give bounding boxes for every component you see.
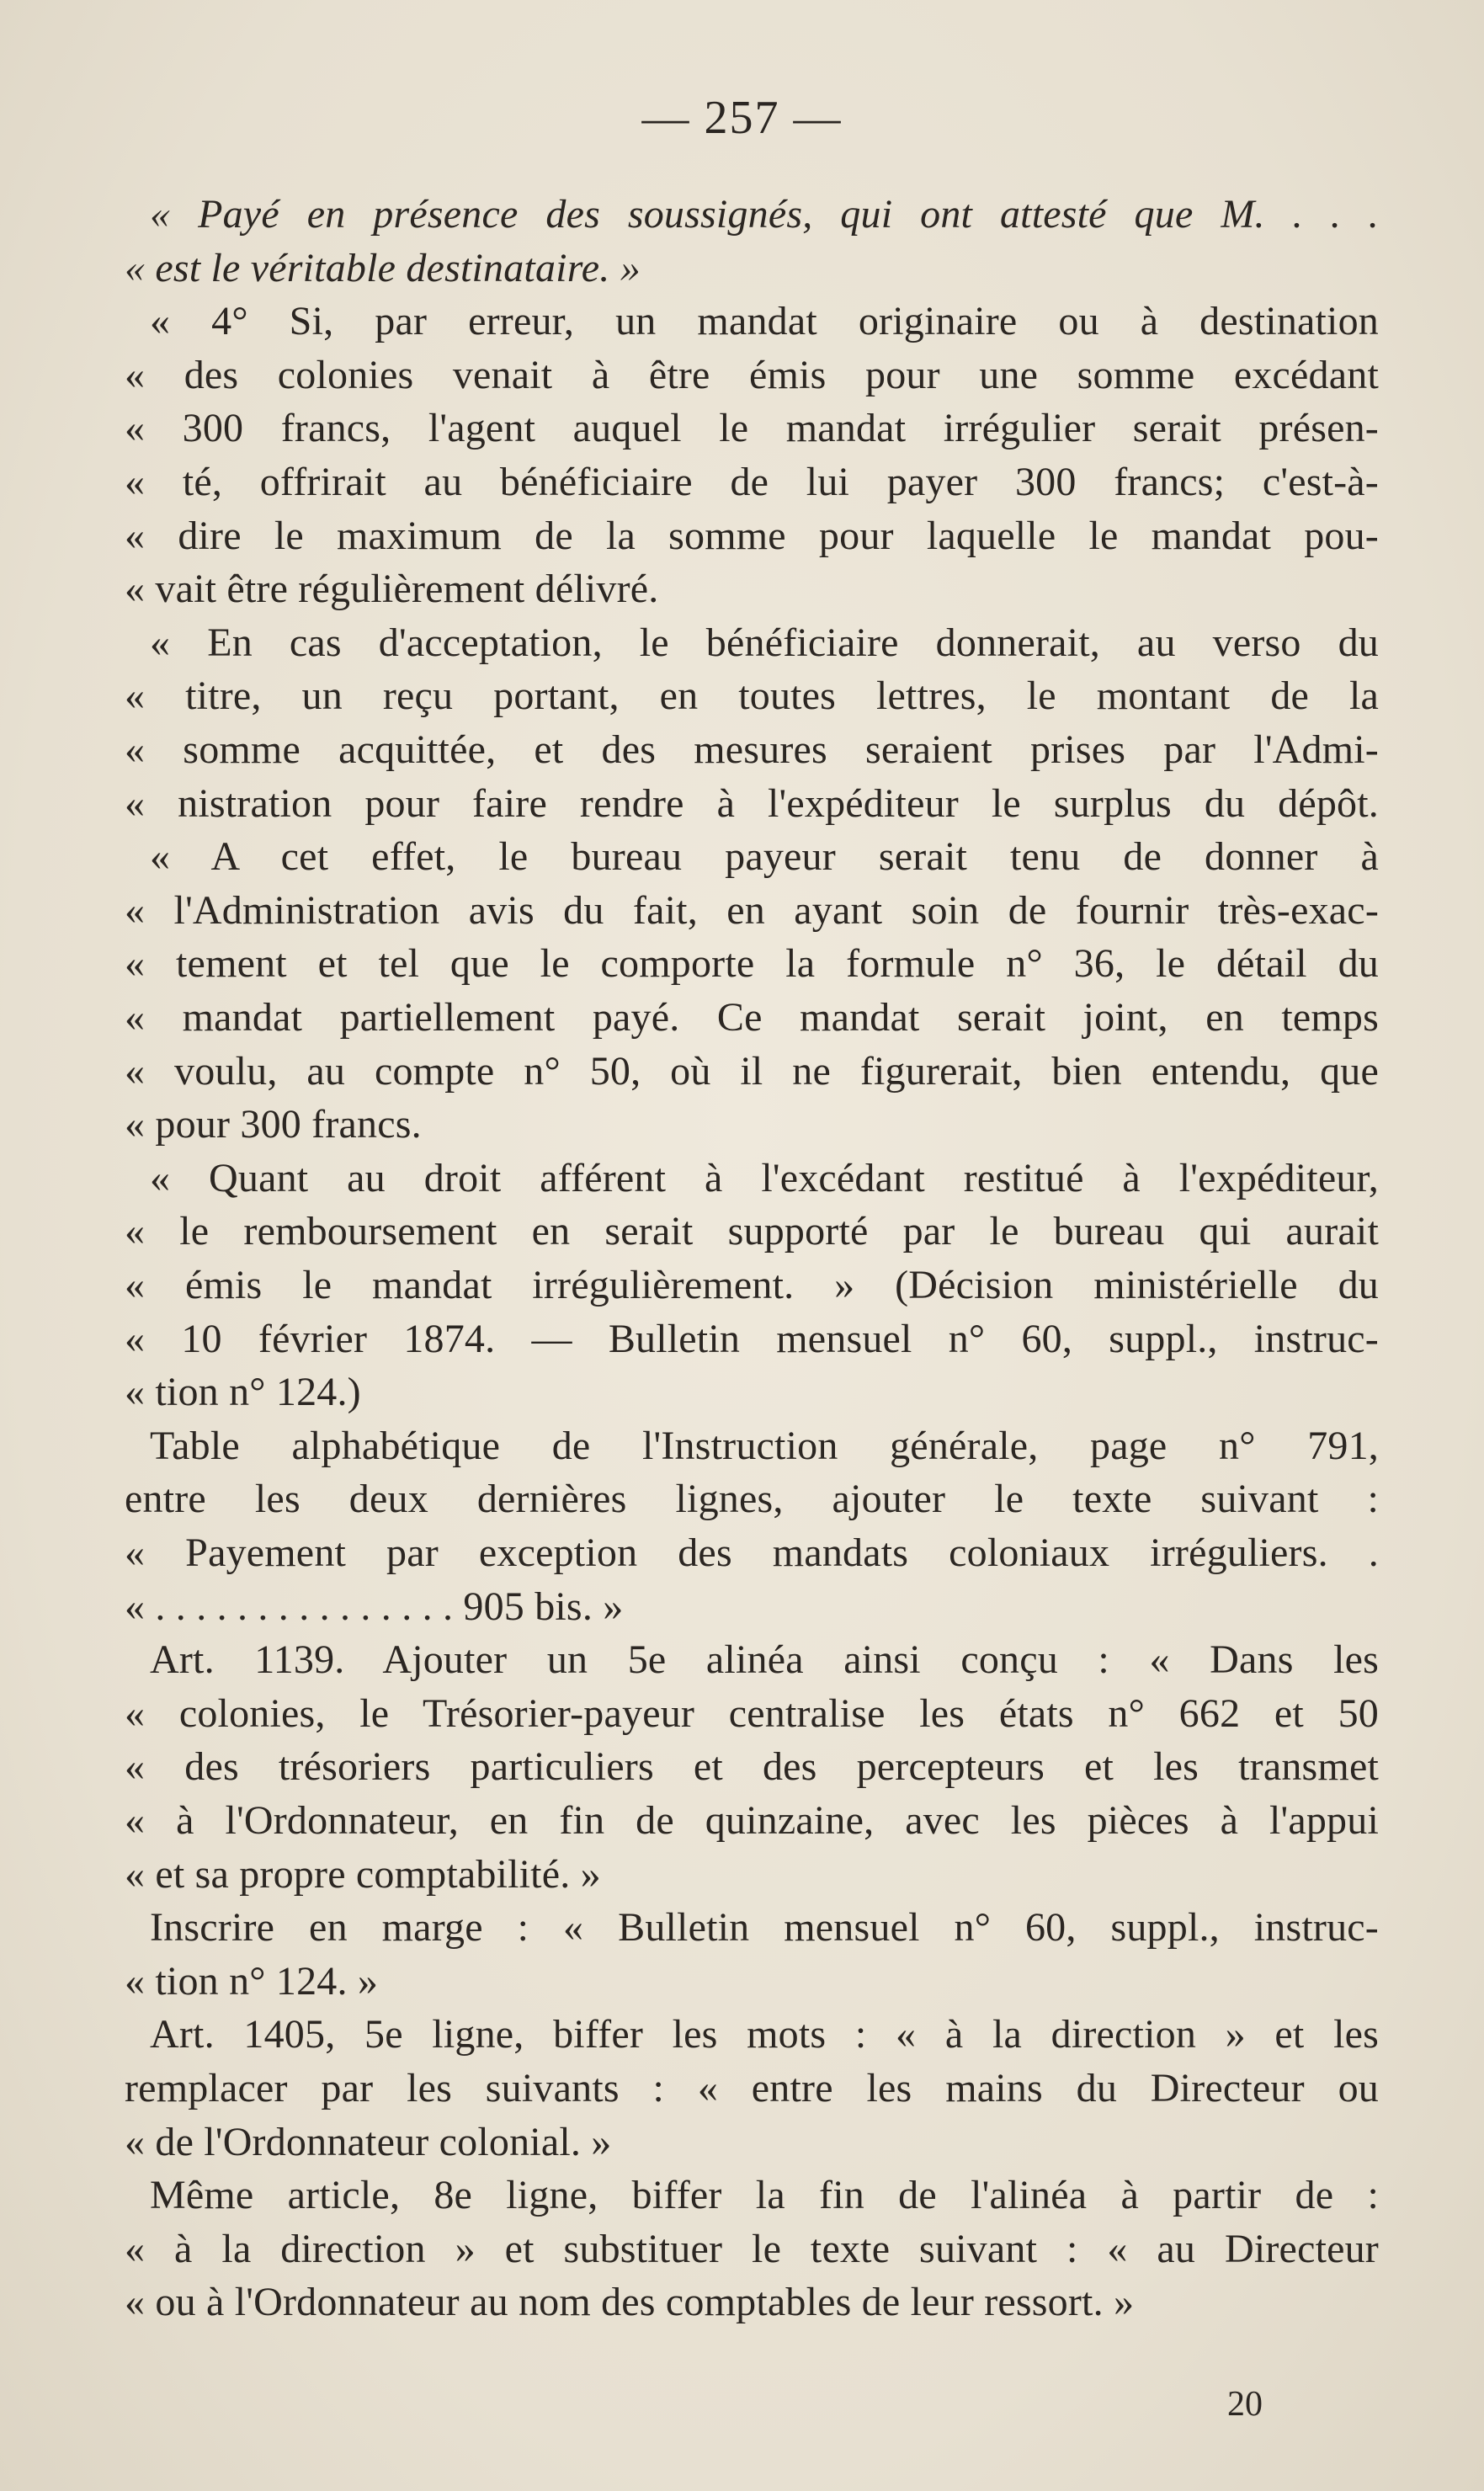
text-line: Art. 1405, 5e ligne, biffer les mots : « à la direction » et les <box>150 2012 1379 2057</box>
text-line: « à l'Ordonnateur, en fin de quinzaine, avec les pièces à l'appui <box>125 1798 1379 1843</box>
text-line: « colonies, le Trésorier-payeur centralise les états n° 662 et 50 <box>125 1691 1379 1736</box>
text-line: « et sa propre comptabilité. » <box>125 1852 601 1897</box>
signature-mark: 20 <box>1227 2385 1263 2424</box>
text-line: « En cas d'acceptation, le bénéficiaire donnerait, au verso du <box>150 620 1379 665</box>
text-line: « 10 février 1874. — Bulletin mensuel n° 60, suppl., instruc- <box>125 1317 1379 1361</box>
text-line: Même article, 8e ligne, biffer la fin de l'alinéa à partir de : <box>150 2173 1379 2217</box>
text-line: « ou à l'Ordonnateur au nom des comptables de leur ressort. » <box>125 2280 1135 2324</box>
text-line: « l'Administration avis du fait, en ayant soin de fournir très-exac- <box>125 888 1379 933</box>
text-line: « 300 francs, l'agent auquel le mandat irrégulier serait présen- <box>125 406 1379 450</box>
text-line: « nistration pour faire rendre à l'expéditeur le surplus du dépôt. <box>125 781 1379 826</box>
text-line: « pour 300 francs. <box>125 1102 422 1147</box>
text-line: « té, offrirait au bénéficiaire de lui payer 300 francs; c'est-à- <box>125 460 1379 504</box>
text-line: « titre, un reçu portant, en toutes lettres, le montant de la <box>125 673 1379 718</box>
text-line: entre les deux dernières lignes, ajouter le texte suivant : <box>125 1477 1379 1521</box>
text-line: « Payé en présence des soussignés, qui ont attesté que M. . . . <box>150 192 1379 237</box>
text-line: « tion n° 124.) <box>125 1370 361 1414</box>
text-line: « tion n° 124. » <box>125 1959 379 2004</box>
text-line: « émis le mandat irrégulièrement. » (Décision ministérielle du <box>125 1263 1379 1307</box>
text-line: « A cet effet, le bureau payeur serait tenu de donner à <box>150 834 1379 879</box>
text-line: « 4° Si, par erreur, un mandat originaire ou à destination <box>150 299 1379 343</box>
text-line: « vait être régulièrement délivré. <box>125 567 659 611</box>
text-line: « à la direction » et substituer le texte suivant : « au Directeur <box>125 2227 1379 2271</box>
text-line: remplacer par les suivants : « entre les mains du Directeur ou <box>125 2066 1379 2110</box>
text-line: « . . . . . . . . . . . . . . . 905 bis. » <box>125 1584 624 1629</box>
text-line: « voulu, au compte n° 50, où il ne figurerait, bien entendu, que <box>125 1049 1379 1094</box>
text-line: « des colonies venait à être émis pour une somme excédant <box>125 353 1379 397</box>
text-line: « de l'Ordonnateur colonial. » <box>125 2120 612 2164</box>
text-line: « est le véritable destinataire. » <box>125 246 641 290</box>
text-line: « tement et tel que le comporte la formule n° 36, le détail du <box>125 941 1379 986</box>
text-line: Table alphabétique de l'Instruction générale, page n° 791, <box>150 1424 1379 1468</box>
text-line: « des trésoriers particuliers et des percepteurs et les transmet <box>125 1744 1379 1789</box>
text-line: « Payement par exception des mandats coloniaux irréguliers. . <box>125 1530 1379 1575</box>
text-line: « mandat partiellement payé. Ce mandat serait joint, en temps <box>125 995 1379 1040</box>
text-line: « dire le maximum de la somme pour laquelle le mandat pou- <box>125 514 1379 558</box>
text-line: « Quant au droit afférent à l'excédant restitué à l'expéditeur, <box>150 1156 1379 1200</box>
text-line: Inscrire en marge : « Bulletin mensuel n° 60, suppl., instruc- <box>150 1905 1379 1950</box>
text-line: « somme acquittée, et des mesures seraient prises par l'Admi- <box>125 727 1379 772</box>
text-line: « le remboursement en serait supporté par le bureau qui aurait <box>125 1209 1379 1253</box>
text-line: Art. 1139. Ajouter un 5e alinéa ainsi conçu : « Dans les <box>150 1637 1379 1682</box>
page-number-header: — 257 — <box>641 92 843 144</box>
